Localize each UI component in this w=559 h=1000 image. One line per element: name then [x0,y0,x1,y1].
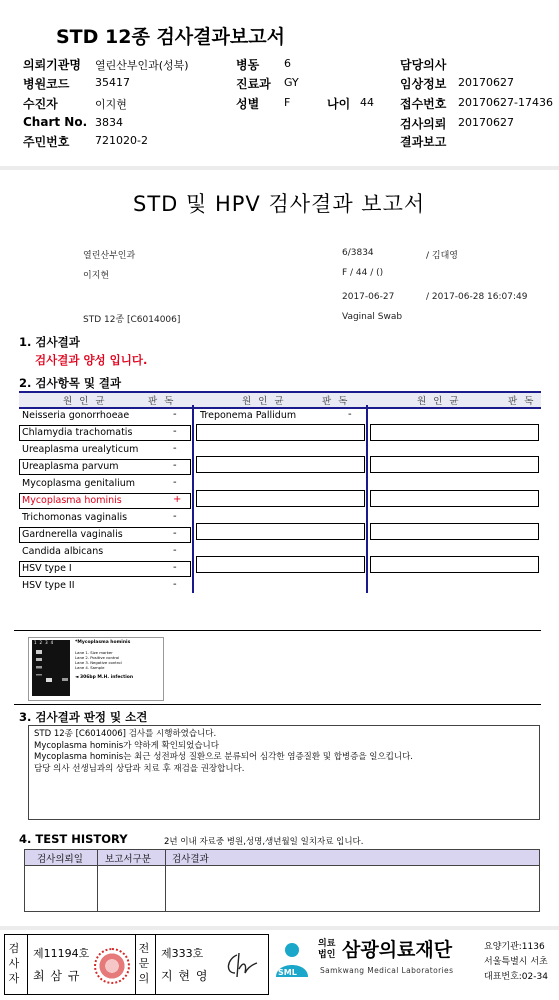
section3-title: 3. 검사결과 판정 및 소견 [19,710,148,724]
section1-result: 검사결과 양성 입니다. [35,353,148,367]
organism-name: Mycoplasma genitalium [22,478,136,489]
section4-title: 4. TEST HISTORY [19,832,128,846]
report-hospital: 열린산부인과 [83,251,136,261]
report-patient: 이지현 [83,271,110,281]
comment-line-3: Mycoplasma hominis는 최근 성전파성 질환으로 분류되어 심각한 염증질환 및 합병증을 일으킵니다. [34,752,414,762]
empty-result-box [196,424,365,441]
organism-result: - [173,460,177,471]
organism-result: + [173,494,182,505]
report-date-request: 2017-06-27 [342,292,395,302]
signature-box [4,934,269,995]
gel-lane-numbers: 1234 [34,640,57,645]
gel-band-label: ◄ 306bp M.H. infection [75,675,134,680]
org-name: 삼광의료재단 [342,939,453,961]
gel-image-panel [28,637,164,701]
organism-result: - [173,426,177,437]
gel-caption: *Mycoplasma hominis [75,640,131,645]
label-hospital-code: 병원코드 [23,77,70,91]
report-header [0,0,559,166]
empty-result-box [196,523,365,540]
gel-marker-lane [36,650,42,690]
organism-name: Chlamydia trachomatis [22,427,133,438]
inspector-number: 제11194호 [33,947,90,960]
col-organism-2: 원 인 균 [242,396,286,407]
report-test: STD 12종 [C6014006] [83,315,181,325]
comment-line-1: STD 12종 [C6014006] 검사를 시행하였습니다. [34,729,217,739]
gel-sample-band [62,678,68,681]
history-col-divider-1 [97,850,98,911]
organism-result: - [173,409,177,420]
value-patient: 이지현 [95,98,127,111]
org-info-1: 요양기관:1136 [484,942,545,952]
comment-line-2: Mycoplasma hominis가 약하게 확인되었습니다 [34,740,219,751]
report-doctor: / 김대영 [426,251,458,261]
history-table-header [25,850,539,866]
section1-title: 1. 검사결과 [19,335,80,349]
empty-result-box [370,424,539,441]
empty-result-box [196,556,365,573]
organism-name: HSV type II [22,580,75,591]
gel-divider [14,630,541,631]
organism-result: - [173,443,177,454]
comment-box [28,725,540,820]
value-clinical-info: 20170627 [458,76,514,89]
organism-name: Ureaplasma parvum [22,461,119,472]
col-organism-3: 원 인 균 [417,396,461,407]
section2-title: 2. 검사항목 및 결과 [19,376,122,390]
label-department: 진료과 [236,77,271,91]
column-divider-2 [366,405,368,593]
report-chart-info: 6/3834 [342,248,374,258]
inspector-seal [94,948,130,984]
value-request-date: 20170627 [458,116,514,129]
empty-result-box [370,523,539,540]
section4-note: 2년 이내 자료중 병원,성명,생년월일 일치자료 입니다. [164,837,364,847]
label-doctor: 담당의사 [400,58,447,72]
organism-result: - [173,545,177,556]
empty-result-box [370,556,539,573]
organism-result: - [173,477,177,488]
org-info-2: 서울특별시 서초 [484,957,548,967]
value-id-number: 721020-2 [95,134,148,147]
label-ward: 병동 [236,58,260,72]
value-chart-no: 3834 [95,116,123,129]
history-col-result: 검사결과 [172,854,209,865]
specialist-label: 전문의 [138,942,150,985]
organism-name: Neisseria gonorrhoeae [22,410,130,421]
column-divider-1 [192,405,194,593]
label-receipt-no: 접수번호 [400,97,447,111]
comment-line-4: 담당 의사 선생님과의 상담과 치료 후 재검을 권장합니다. [34,763,245,774]
label-chart-no: Chart No. [23,115,88,129]
organism-name: Treponema Pallidum [200,410,297,421]
org-kind: 의료법인 [318,939,336,960]
logo-text: SML [278,968,297,977]
empty-result-box [196,456,365,473]
org-info-3: 대표번호:02-34 [484,972,548,982]
specialist-name: 지 현 영 [161,969,209,983]
empty-result-box [196,490,365,507]
report-specimen: Vaginal Swab [342,312,403,322]
footer [0,931,559,1000]
footer-divider-3 [155,935,156,994]
label-patient: 수진자 [23,97,58,111]
inspector-name: 최 삼 규 [33,969,81,983]
organism-name: Mycoplasma hominis [22,495,122,506]
value-sex: F [284,96,291,109]
organism-result: - [173,528,177,539]
org-english-name: Samkwang Medical Laboratories [320,966,454,975]
label-request-date: 검사의뢰 [400,117,447,131]
history-col-divider-2 [165,850,166,911]
history-table [24,849,540,912]
value-ward: 6 [284,57,291,70]
organism-name: Candida albicans [22,546,104,557]
organism-result: - [173,579,177,590]
gel-legend: Lane 1. Size marker Lane 2. Positive control Lane 3. Negative control Lane 4. Sample [75,650,122,670]
label-sex: 성별 [236,97,260,111]
page-gap [0,166,559,170]
specialist-number: 제333호 [161,947,204,960]
value-institution: 열린산부인과(성북) [95,59,189,72]
organism-result: - [173,562,177,573]
footer-divider-2 [135,935,136,994]
col-organism-1: 원 인 균 [63,396,107,407]
col-judgement-2: 판 독 [322,396,350,407]
footer-gap [0,926,559,930]
report-date-report: / 2017-06-28 16:07:49 [426,292,528,302]
value-department: GY [284,76,299,89]
footer-divider-1 [27,935,28,994]
history-col-request-date: 검사의뢰일 [37,854,83,865]
label-clinical-info: 임상정보 [400,77,447,91]
specialist-signature [223,951,261,979]
label-id-number: 주민번호 [23,135,70,149]
label-institution: 의뢰기관명 [23,58,81,72]
organism-result: - [348,409,352,420]
organism-result: - [173,511,177,522]
history-col-report-type: 보고서구분 [105,854,151,865]
gel-divider-bottom [14,704,541,705]
empty-result-box [370,456,539,473]
gel-electrophoresis-image [32,640,70,696]
gel-positive-band [46,678,52,682]
empty-result-box [370,490,539,507]
organism-name: Gardnerella vaginalis [22,529,123,540]
organism-name: HSV type I [22,563,72,574]
inspector-label: 검사자 [8,942,20,985]
value-receipt-no: 20170627-17436 [458,96,553,109]
organism-name: Trichomonas vaginalis [22,512,128,523]
value-hospital-code: 35417 [95,76,130,89]
label-report: 결과보고 [400,135,447,149]
sml-logo-icon [272,937,312,983]
col-judgement-1: 판 독 [148,396,176,407]
header-title: STD 12종 검사결과보고서 [56,26,285,48]
label-age: 나이 [327,97,351,111]
value-age: 44 [360,96,374,109]
organism-name: Ureaplasma urealyticum [22,444,139,455]
col-judgement-3: 판 독 [508,396,536,407]
report-sex-age: F / 44 / () [342,268,384,278]
report-title: STD 및 HPV 검사결과 보고서 [133,192,426,216]
